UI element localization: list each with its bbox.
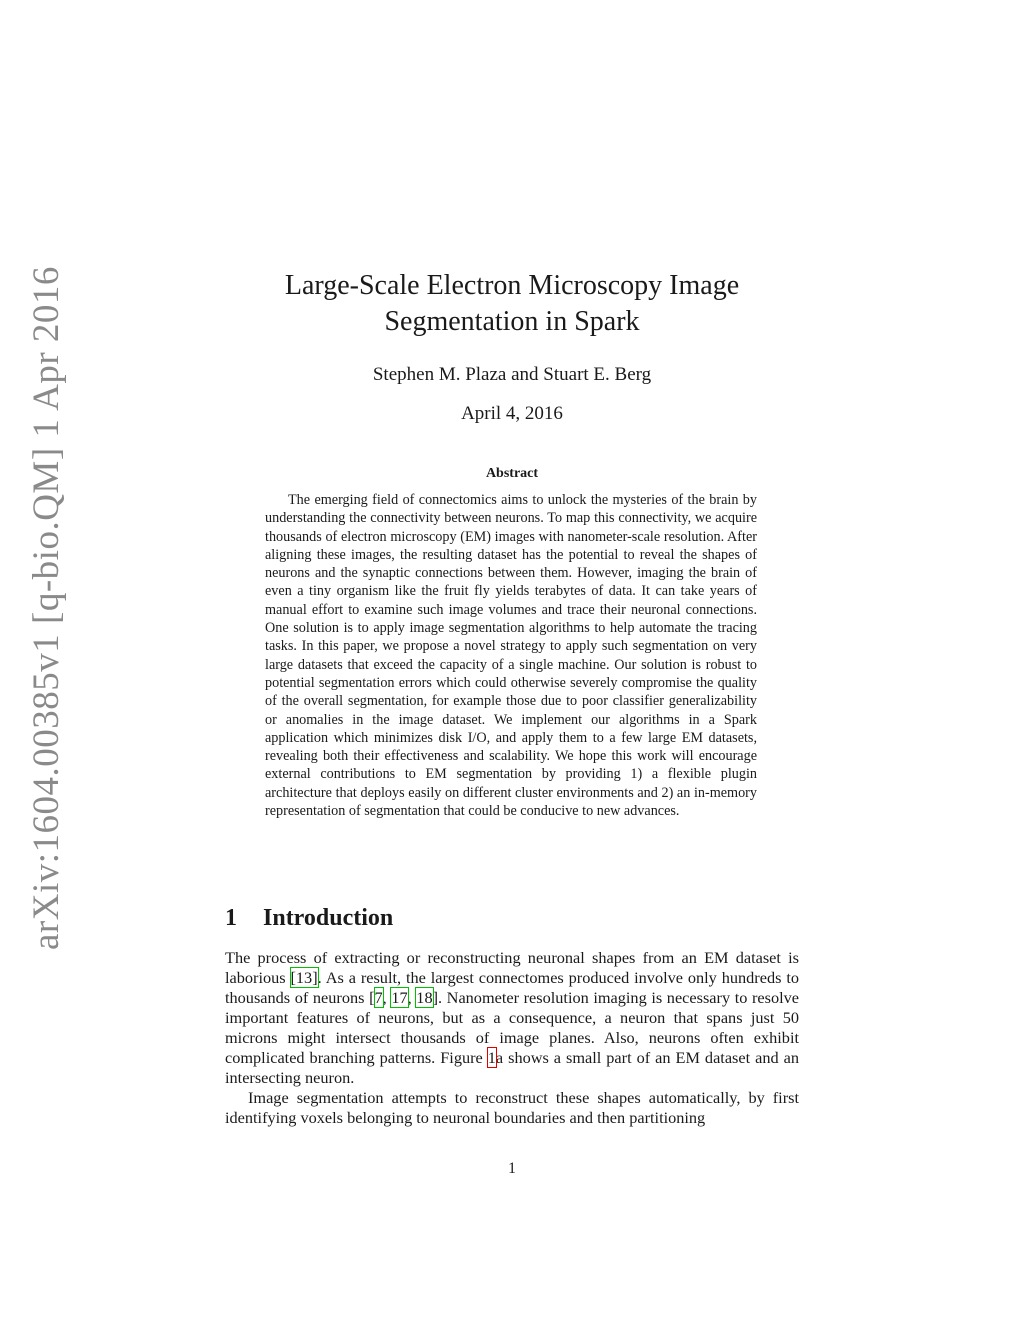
intro-paragraph-2: Image segmentation attempts to reconstruct these shapes automatically, by first identifying voxels belonging to neuronal boundaries and then partitioning: [225, 1088, 799, 1127]
citation-separator: ,: [382, 988, 392, 1007]
publication-date: April 4, 2016: [461, 403, 563, 424]
intro-text-d: a shows a small part of an EM dataset and an intersecting neuron.: [225, 1048, 799, 1087]
title-line-1: Large-Scale Electron Microscopy Image: [284, 270, 740, 301]
page-number: 1: [508, 1160, 516, 1177]
citation-link-18[interactable]: 18: [416, 988, 433, 1007]
citation-link-13[interactable]: [13]: [290, 968, 318, 987]
section-title: Introduction: [263, 905, 394, 931]
citation-link-7[interactable]: 7: [374, 988, 383, 1007]
author-list: Stephen M. Plaza and Stuart E. Berg: [372, 364, 652, 385]
citation-separator: ,: [407, 988, 417, 1007]
abstract-heading: Abstract: [485, 466, 539, 481]
figure-reference-link[interactable]: 1: [487, 1048, 496, 1067]
citation-bracket-open: [: [369, 988, 375, 1007]
intro-paragraph-1: [225, 948, 799, 1088]
citation-bracket-close: ]: [432, 988, 438, 1007]
title-line-2: Segmentation in Spark: [384, 306, 640, 337]
section-number: 1: [225, 905, 237, 931]
arxiv-identifier: arXiv:1604.00385v1 [q-bio.QM] 1 Apr 2016: [26, 266, 67, 950]
section-heading-introduction: [225, 905, 393, 932]
paper-title: [0, 268, 1024, 340]
citation-link-17[interactable]: 17: [391, 988, 408, 1007]
abstract-text: The emerging field of connectomics aims to unlock the mysteries of the brain by understanding the connectivity between neurons. To map this connectivity, we acquire thousands of electron microscopy (EM) images with nanometer-scale resolution. After aligning these images, the resulting dataset has the potential to reveal the shapes of neurons and the synaptic connections between them. However, imaging the brain of even a tiny organism like the fruit fly yields terabytes of data. It can take years of manual effort to examine such image volumes and trace their neuronal connections. One solution is to apply image segmentation algorithms to help automate the tracing tasks. In this paper, we propose a novel strategy to apply such segmentation on very large datasets that exceed the capacity of a single machine. Our solution is robust to potential segmentation errors which could otherwise severely compromise the quality of the overall segmentation, for example those due to poor classifier generalizability or anomalies in the image dataset. We implement our algorithms in a Spark application which minimizes disk I/O, and apply them to a few large EM datasets, revealing both their effectiveness and scalability. We hope this work will encourage external contributions to EM segmentation by providing 1) a flexible plugin architecture that deploys easily on different cluster environments and 2) an in-memory representation of segmentation that could be conducive to new advances.: [265, 492, 757, 820]
intro-text-a: The process of extracting or reconstructing neuronal shapes from an EM dataset is laborious: [225, 948, 799, 987]
intro-text-b: . As a result, the largest connectomes produced involve only hundreds to thousands of neurons: [225, 968, 799, 1007]
intro-text-c: . Nanometer resolution imaging is necessary to resolve important features of neurons, but as a consequence, a neuron that spans just 50 microns might intersect thousands of image planes. Also, neurons often exhibit complicated branching patterns. Figure: [225, 988, 799, 1067]
